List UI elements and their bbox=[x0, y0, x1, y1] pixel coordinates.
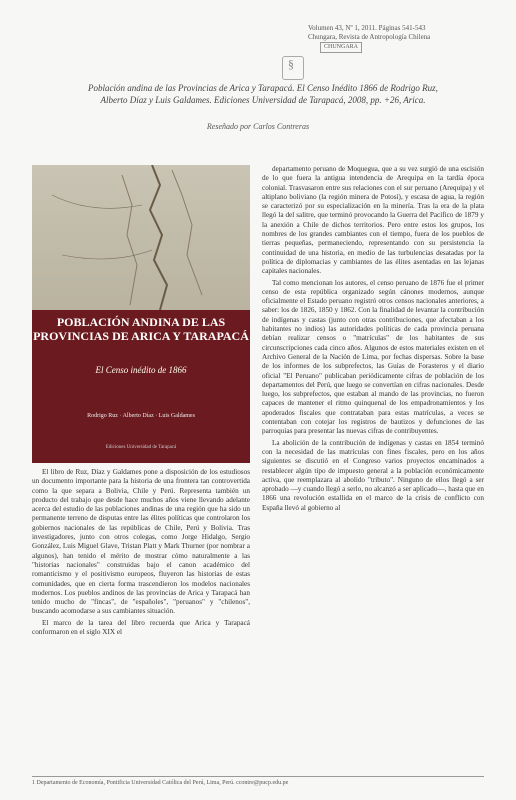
journal-line: Chungara, Revista de Antropología Chilena bbox=[308, 33, 431, 41]
paragraph: La abolición de la contribución de indígenas y castas en 1854 terminó con la necesidad de las matrículas con fines fiscales, pero en los años siguientes se discutió en el Congreso varios proyectos encaminados a restablecer algún tipo de impuesto general a la población económicamente activa, que reemplazara al abolido "tributo". Ninguno de ellos llegó a ser aprobado —y cuando llegó a serlo, no alcanzó a ser aplicado—, hasta que en 1866 una revolución estallida en el marco de la crisis de conflicto con España llevó al gobierno al bbox=[262, 438, 484, 512]
cover-title: POBLACIÓN ANDINA DE LAS PROVINCIAS DE ARICA Y TARAPACÁ bbox=[33, 315, 249, 343]
citation-line-1: Población andina de las Provincias de Arica y Tarapacá. El Censo Inédito 1866 de Rodrigo Ruz, bbox=[88, 83, 438, 93]
cover-map bbox=[32, 165, 250, 310]
right-column bbox=[262, 165, 484, 773]
reviewer-line: Reseñado por Carlos Contreras bbox=[206, 122, 310, 131]
journal-logo-text: CHUNGARA bbox=[320, 42, 362, 53]
citation-line-2: Alberto Díaz y Luis Galdames. Ediciones Universidad de Tarapacá, 2008, pp. +26, Arica. bbox=[100, 95, 426, 105]
volume-line: Volumen 43, Nº 1, 2011. Páginas 541-543 bbox=[308, 24, 426, 32]
cover-publisher: Ediciones Universidad de Tarapacá bbox=[105, 445, 177, 450]
paragraph: Tal como mencionan los autores, el censo peruano de 1876 fue el primer censo de esta república organizado según cánones modernos, aunque oficialmente el Estado peruano registró otros censos nacionales anteriores, a saber: los de 1826, 1850 y 1862. Con la finalidad de levantar la contribución de indígenas y castas (junto con otras contribuciones, que afectaban a los habitantes no indios) las autoridades políticas de cada provincia peruana debían realizar censos o "matrículas" de los habitantes de sus circunscripciones cada cinco años. Algunos de estos materiales existen en el Archivo General de la Nación de Lima, por fechas dispersas. Sobre la base de los informes de los subprefectos, las Guías de Forasteros y el diario oficial "El Peruano" publicaban periódicamente cifras de población de los departamentos del Perú, que luego se convertían en cifras nacionales. Desde luego, los subprefectos, que estaban al mando de las provincias, no fueron capaces de mantener el ritmo quinquenal de los empadronamientos y los apoderados fiscales que contrataban para estas matrículas, a veces se contentaban con cotejar los registros de bautizos y defunciones de las parroquias para presentar las nuevas cifras de contribuyentes. bbox=[262, 278, 484, 436]
footnote: 1 Departamento de Economía, Pontificia Universidad Católica del Perú, Lima, Perú. ccontre@pucp.edu.pe bbox=[32, 776, 484, 786]
paragraph: El libro de Ruz, Díaz y Galdames pone a disposición de los estudiosos un documento importante para la historia de una frontera tan controvertida como la que separa a Bolivia, Chile y Perú. Representa también un producto del trabajo que desde hace muchos años viene llevando adelante acerca del estudio de las poblaciones andinas de una región que ha sido un permanente terreno de disputas entre las élites políticas que controlaron los gobiernos nacionales de las repúblicas de Chile, Perú y Bolivia. Tras investigadores, junto con otros colegas, como Jorge Hidalgo, Sergio González, Luis Miguel Glave, Tristan Platt y Mark Thurner (por nombrar a algunos), han tenido el mérito de mostrar cómo naturalmente a las "historias nacionales" construidas bajo el canon académico del romanticismo y el positivismo europeos, fluyeron las historias de estas comunidades, que en cierta forma trascendieron los modelos nacionales modernos. Los pueblos andinos de las provincias de Arica y Tarapacá han tenido mucho de "fincas", de "españoles", "peruanos" y "chilenos", buscando acomodarse a sus cambiantes situación. bbox=[32, 468, 250, 616]
journal-logo-icon bbox=[282, 56, 304, 80]
paragraph: El marco de la tarea del libro recuerda que Arica y Tarapacá conformaron en el siglo XIX el bbox=[32, 618, 250, 637]
cover-authors: Rodrigo Ruz · Alberto Díaz · Luis Galdames bbox=[87, 413, 195, 419]
paragraph: departamento peruano de Moquegua, que a su vez surgió de una escisión de lo que fuera la antigua intendencia de Arequipa en la tardía época colonial. Trasvasaron entre sus relaciones con el sur peruano (Arequipa) y el altiplano boliviano (la región minera de Potosí), y escasa de agua, la región se caracterizó por su especialización en la minería. Tras la era de la plata llegó la del salitre, que terminó provocando la Guerra del Pacífico de 1879 y la anexión a Chile de dichos territorios. Pero entre estos los grupos, los nombres de los grandes cambiantes con el tiempo, fuera de los pueblos de tierras pequeñas, permaneciendo, representando con su persistencia la continuidad de una historia, en medio de las turbulencias desatadas por la política de diplomacias y cambiantes de las élites asentadas en las lejanas capitales nacionales. bbox=[262, 165, 484, 276]
journal-header bbox=[308, 24, 488, 53]
left-column bbox=[32, 468, 250, 773]
book-cover-image bbox=[32, 165, 250, 463]
cover-subtitle: El Censo inédito de 1866 bbox=[95, 365, 187, 375]
book-citation bbox=[70, 82, 456, 106]
